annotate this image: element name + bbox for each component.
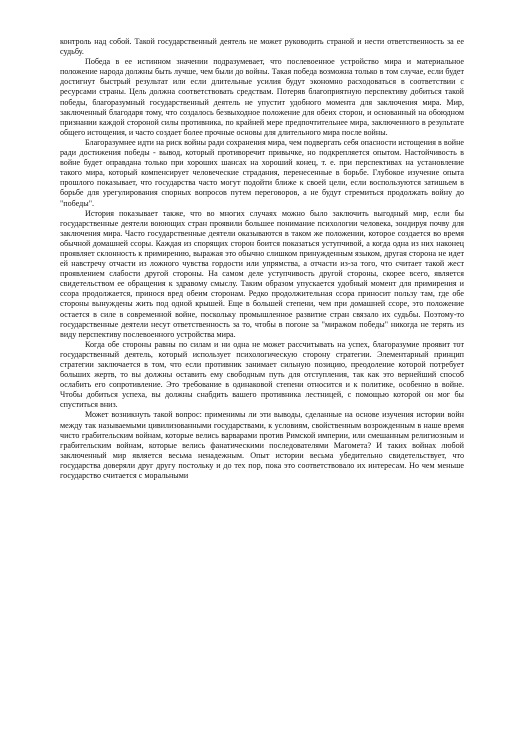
paragraph-3: Благоразумнее идти на риск войны ради сохранения мира, чем подвергать себя опасности истощения в войне ради достижения победы - вывод, который противоречит привычке, но подкрепляется опытом. Настойчивость в войне будет оправдана только при хороших шансах на хороший конец, т. е. при перспективах на установление такого мира, который компенсирует человеческие страдания, перенесенные в борьбе. Глубокое изучение опыта прошлого показывает, что государства часто могут подойти ближе к своей цели, если воспользуются затишьем в борьбе для урегулирования спорных вопросов путем переговоров, а не будут стремиться продолжать войну до "победы". — [60, 137, 464, 208]
paragraph-6: Может возникнуть такой вопрос: применимы ли эти выводы, сделанные на основе изучения истории войн между так называемыми цивилизованными государствами, к условиям, свойственным возрожденным в наше время чисто грабительским войнам, которые велись варварами против Римской империи, или смешанным религиозным и грабительским войнам, которые велись фанатическими последователями Магомета? И таких войнах любой заключенный мир является весьма ненадежным. Опыт истории весьма убедительно свидетельствует, что государства доверяли друг другу постольку и до тех пор, пока это соответствовало их интересам. Но чем меньше государство считается с моральными — [60, 410, 464, 481]
paragraph-5: Когда обе стороны равны по силам и ни одна не может рассчитывать на успех, благоразумие проявит тот государственный деятель, который использует психологическую сторону стратегии. Элементарный принцип стратегии заключается в том, что если противник занимает сильную позицию, преодоление которой потребует больших жертв, то вы должны оставить ему свободным путь для отступления, так как это вернейший способ ослабить его сопротивление. Это требование в одинаковой степени относится и к политике, особенно в войне. Чтобы добиться успеха, вы должны снабдить вашего противника лестницей, с помощью которой он мог бы спуститься вниз. — [60, 339, 464, 410]
paragraph-1: контроль над собой. Такой государственный деятель не может руководить страной и нести ответственность за ее судьбу. — [60, 37, 464, 57]
paragraph-4: История показывает также, что во многих случаях можно было заключить выгодный мир, если бы государственные деятели воюющих стран проявили большее понимание психологии человека, зондируя почву для заключения мира. Часто государственные деятели оказываются в таком же положении, которое создается во время обычной домашней ссоры. Каждая из спорящих сторон боится показаться уступчивой, а когда одна из них наконец проявляет склонность к примирению, выражая это обычно слишком принужденным языком, другая сторона не идет ей навстречу отчасти из ложного чувства гордости или упрямства, а отчасти из-за того, что считает такой жест проявлением слабости другой стороны. На самом деле уступчивость другой стороны, скорее всего, является свидетельством ее обращения к здравому смыслу. Таким образом упускается удобный момент для примирения и ссора продолжается, принося вред обеим сторонам. Редко продолжительная ссора приносит пользу там, где обе стороны вынуждены жить под одной крышей. Еще в большей степени, чем при домашней ссоре, это положение остается в силе в современной войне, поскольку промышленное развитие стран связало их судьбы. Поэтому-то государственные деятели несут ответственность за то, чтобы в погоне за "миражом победы" никогда не терять из виду перспективу послевоенного устройства мира. — [60, 208, 464, 339]
paragraph-2: Победа в ее истинном значении подразумевает, что послевоенное устройство мира и материальное положение народа должны быть лучше, чем были до войны. Такая победа возможна только в том случае, если будет достигнут быстрый результат или если длительные усилия будут экономно расходоваться в соответствии с ресурсами страны. Цель должна соответствовать средствам. Потеряв благоприятную перспективу добиться такой победы, благоразумный государственный деятель не упустит удобного момента для заключения мира. Мир, заключенный благодаря тому, что создалось безвыходное положение для обеих сторон, и основанный на обоюдном признании каждой стороной силы противника, по крайней мере предпочтительнее мира, заключенного в результате общего истощения, и часто создает более прочные основы для длительного мира после войны. — [60, 57, 464, 137]
